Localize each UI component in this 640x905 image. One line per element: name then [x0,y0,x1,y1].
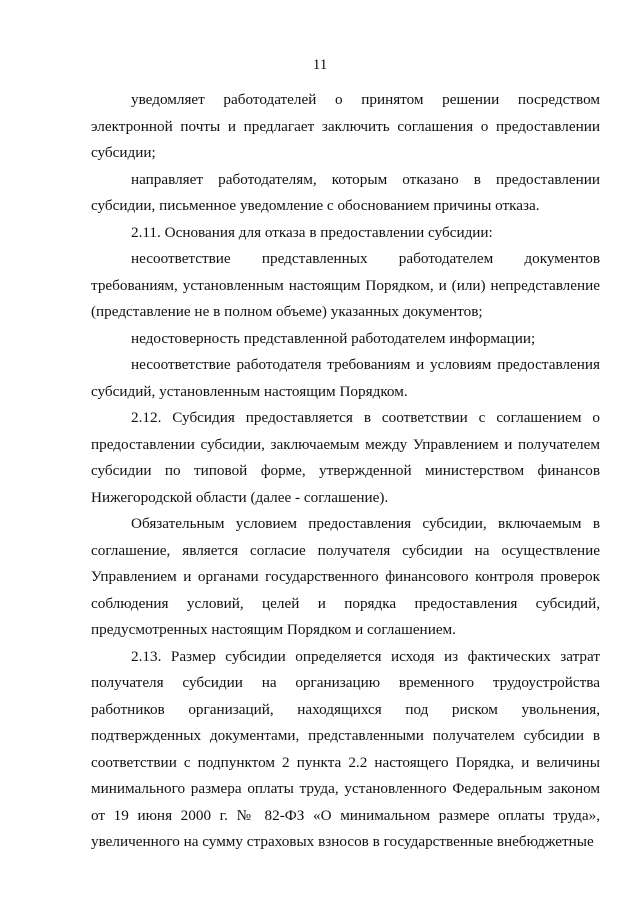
page-number: 11 [312,56,328,73]
paragraph: 2.11. Основания для отказа в предоставлении субсидии: [131,223,493,241]
paragraph: несоответствие представленных работодателем документов требованиям, установленным настоящим Порядком, и (или) непредставление (представление не в полном объеме) указанных документов; [91,250,600,320]
paragraph: Обязательным условием предоставления субсидии, включаемым в соглашение, является согласие получателя субсидии на осуществление Управлением и органами государственного финансового контроля проверок соблюдения условий, целей и порядка предоставления субсидий, предусмотренных настоящим Порядком и соглашением. [91,515,600,638]
paragraph: направляет работодателям, которым отказано в предоставлении субсидии, письменное уведомление с обоснованием причины отказа. [91,170,600,214]
paragraph: недостоверность представленной работодателем информации; [131,329,536,347]
paragraph: несоответствие работодателя требованиям и условиям предоставления субсидий, установленным настоящим Порядком. [91,356,600,400]
document-body [91,87,600,856]
paragraph: 2.13. Размер субсидии определяется исходя из фактических затрат получателя субсидии на организацию временного трудоустройства работников организаций, находящихся под риском увольнения, подтвержденных документами, представленными получателем субсидии в соответствии с подпунктом 2 пункта 2.2 настоящего Порядка, и величины минимального размера оплаты труда, установленного Федеральным законом от 19 июня 2000 г. № 82-ФЗ «О минимальном размере оплаты труда», увеличенного на сумму страховых взносов в государственные внебюджетные [91,647,600,850]
paragraph: 2.12. Субсидия предоставляется в соответствии с соглашением о предоставлении субсидии, заключаемым между Управлением и получателем субсидии по типовой форме, утвержденной министерством финансов Нижегородской области (далее - соглашение). [91,409,600,506]
paragraph: уведомляет работодателей о принятом решении посредством электронной почты и предлагает заключить соглашения о предоставлении субсидии; [91,91,600,161]
